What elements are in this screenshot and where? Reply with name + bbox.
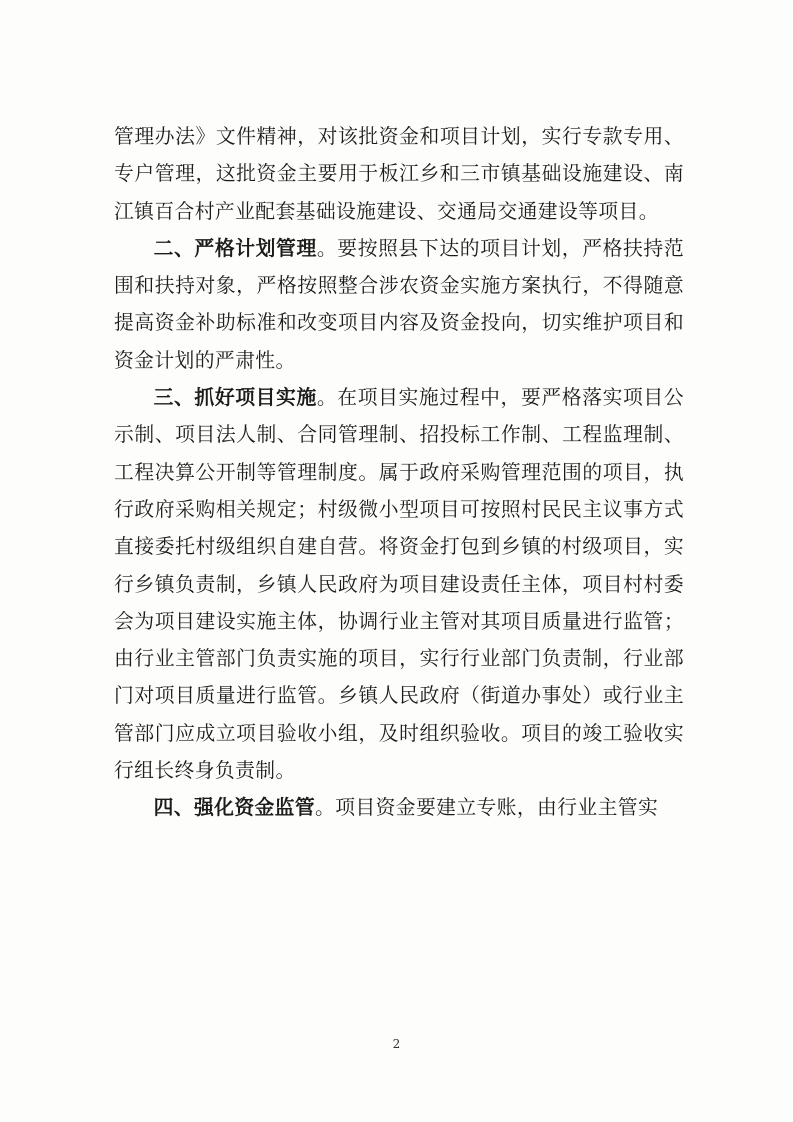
paragraph-1 [114,118,684,230]
section-heading-plan-management: 二、严格计划管理 [153,236,317,260]
paragraph-4 [114,789,684,826]
section-heading-project-implementation: 三、抓好项目实施 [153,386,317,410]
section-heading-fund-supervision: 四、强化资金监管 [153,796,316,820]
page-number: 2 [392,1037,401,1051]
paragraph-1-text: 管理办法》文件精神，对该批资金和项目计划，实行专款专用、专户管理，这批资金主要用于板江乡和三市镇基础设施建设、南江镇百合村产业配套基础设施建设、交通局交通建设等项目。 [114,125,684,223]
paragraph-4-text: 。项目资金要建立专账，由行业主管实 [315,796,659,820]
paragraph-2-text: 。要按照县下达的项目计划，严格扶持范围和扶持对象，严格按照整合涉农资金实施方案执行，不得随意提高资金补助标准和改变项目内容及资金投向，切实维护项目和资金计划的严肃性。 [114,236,685,372]
document-body [114,118,684,827]
paragraph-3 [114,379,684,789]
paragraph-2 [114,230,684,379]
paragraph-3-text: 。在项目实施过程中，要严格落实项目公示制、项目法人制、合同管理制、招投标工作制、工程监理制、工程决算公开制等管理制度。属于政府采购管理范围的项目，执行政府采购相关规定；村级微小型项目可按照村民民主议事方式直接委托村级组织自建自营。将资金打包到乡镇的村级项目，实行乡镇负责制，乡镇人民政府为项目建设责任主体，项目村村委会为项目建设实施主体，协调行业主管对其项目质量进行监管；由行业主管部门负责实施的项目，实行行业部门负责制，行业部门对项目质量进行监管。乡镇人民政府（街道办事处）或行业主管部门应成立项目验收小组，及时组织验收。项目的竣工验收实行组长终身负责制。 [114,386,685,783]
